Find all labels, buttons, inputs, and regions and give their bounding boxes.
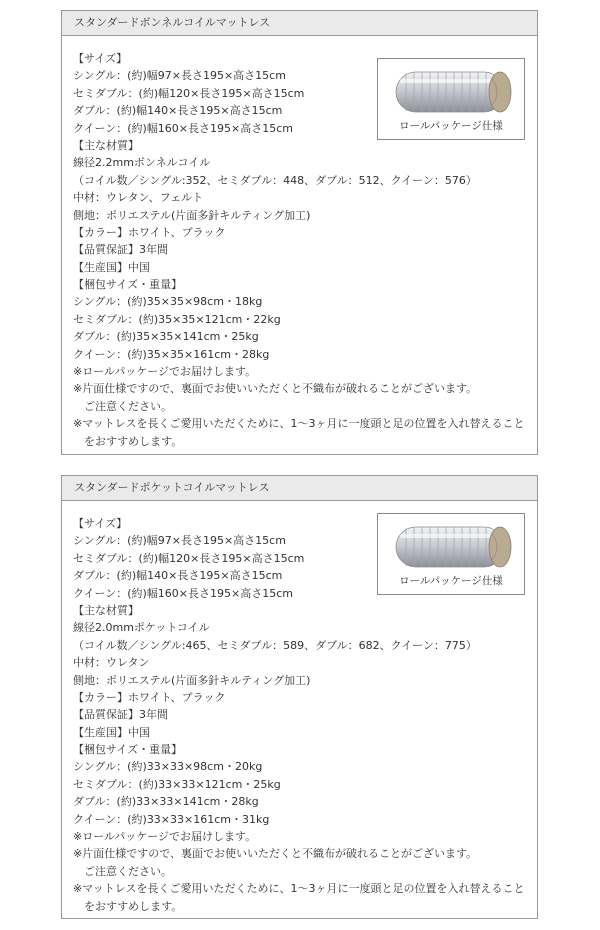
spec-line: ※ロールパッケージでお届けします。 <box>73 830 257 844</box>
spec-line: ダブル：(約)幅140×長さ195×高さ15cm <box>73 104 283 118</box>
spec-line: クイーン：(約)33×33×161cm・31kg <box>73 812 270 826</box>
roll-package-image <box>377 58 525 140</box>
spec-line: シングル：(約)33×33×98cm・20kg <box>73 760 263 774</box>
spec-line: シングル：(約)幅97×長さ195×高さ15cm <box>73 69 286 83</box>
spec-line: ※マットレスを長くご愛用いただくために、1〜3ヶ月に一度頭と足の位置を入れ替えること <box>73 882 525 896</box>
spec-card-bonnell <box>61 10 538 455</box>
spec-line: ダブル：(約)33×33×141cm・28kg <box>73 795 259 809</box>
spec-line: 【サイズ】 <box>73 52 128 65</box>
spec-line: クイーン：(約)幅160×長さ195×高さ15cm <box>73 586 293 600</box>
spec-line: シングル：(約)幅97×長さ195×高さ15cm <box>73 534 286 548</box>
spec-line: ダブル：(約)35×35×141cm・25kg <box>73 330 259 344</box>
spec-line: クイーン：(約)幅160×長さ195×高さ15cm <box>73 121 293 135</box>
spec-line: をおすすめします。 <box>84 899 183 913</box>
spec-line: 【サイズ】 <box>73 517 128 530</box>
card-title: スタンダードポケットコイルマットレス <box>62 476 537 501</box>
spec-line: （コイル数／シングル:352、セミダブル：448、ダブル：512、クイーン：576） <box>73 173 477 187</box>
spec-line: ご注意ください。 <box>84 864 172 878</box>
spec-line: をおすすめします。 <box>84 434 183 448</box>
spec-line: 【主な材質】 <box>73 603 139 617</box>
rolled-mattress-illustration <box>388 67 516 117</box>
rolled-mattress-illustration <box>388 522 516 572</box>
spec-line: セミダブル：(約)幅120×長さ195×高さ15cm <box>73 86 305 100</box>
spec-line: セミダブル：(約)35×35×121cm・22kg <box>73 312 281 326</box>
spec-line: 【品質保証】3年間 <box>73 708 168 722</box>
spec-line: 中材：ウレタン <box>73 656 150 670</box>
spec-card-pocket <box>61 475 538 919</box>
spec-line: 側地：ポリエステル(片面多針キルティング加工) <box>73 673 311 687</box>
spec-line: 【カラー】ホワイト、ブラック <box>73 225 226 239</box>
spec-line: ご注意ください。 <box>84 399 172 413</box>
spec-line: 線径2.2mmボンネルコイル <box>73 156 211 170</box>
spec-line: 【梱包サイズ・重量】 <box>73 743 183 757</box>
spec-line: セミダブル：(約)33×33×121cm・25kg <box>73 777 281 791</box>
image-caption: ロールパッケージ仕様 <box>399 120 503 132</box>
spec-line: ※片面仕様ですので、裏面でお使いいただくと不織布が破れることがございます。 <box>73 847 478 861</box>
spec-line: 【生産国】中国 <box>73 260 150 274</box>
spec-line: ※片面仕様ですので、裏面でお使いいただくと不織布が破れることがございます。 <box>73 382 478 396</box>
spec-line: シングル：(約)35×35×98cm・18kg <box>73 295 263 309</box>
spec-line: ダブル：(約)幅140×長さ195×高さ15cm <box>73 569 283 583</box>
spec-line: （コイル数／シングル:465、セミダブル：589、ダブル：682、クイーン：775） <box>73 638 477 652</box>
spec-line: クイーン：(約)35×35×161cm・28kg <box>73 347 270 361</box>
spec-line: 【品質保証】3年間 <box>73 243 168 257</box>
spec-line: ※ロールパッケージでお届けします。 <box>73 365 257 379</box>
spec-line: ※マットレスを長くご愛用いただくために、1〜3ヶ月に一度頭と足の位置を入れ替えること <box>73 417 525 431</box>
spec-line: 【梱包サイズ・重量】 <box>73 278 183 292</box>
spec-line: セミダブル：(約)幅120×長さ195×高さ15cm <box>73 551 305 565</box>
spec-line: 側地：ポリエステル(片面多針キルティング加工) <box>73 208 311 222</box>
spec-line: 【生産国】中国 <box>73 725 150 739</box>
image-caption: ロールパッケージ仕様 <box>399 575 503 587</box>
spec-line: 線径2.0mmポケットコイル <box>73 621 210 635</box>
roll-package-image <box>377 513 525 595</box>
card-title: スタンダードボンネルコイルマットレス <box>62 11 537 36</box>
spec-line: 【カラー】ホワイト、ブラック <box>73 690 226 704</box>
spec-line: 【主な材質】 <box>73 138 139 152</box>
spec-line: 中材：ウレタン、フェルト <box>73 191 204 205</box>
